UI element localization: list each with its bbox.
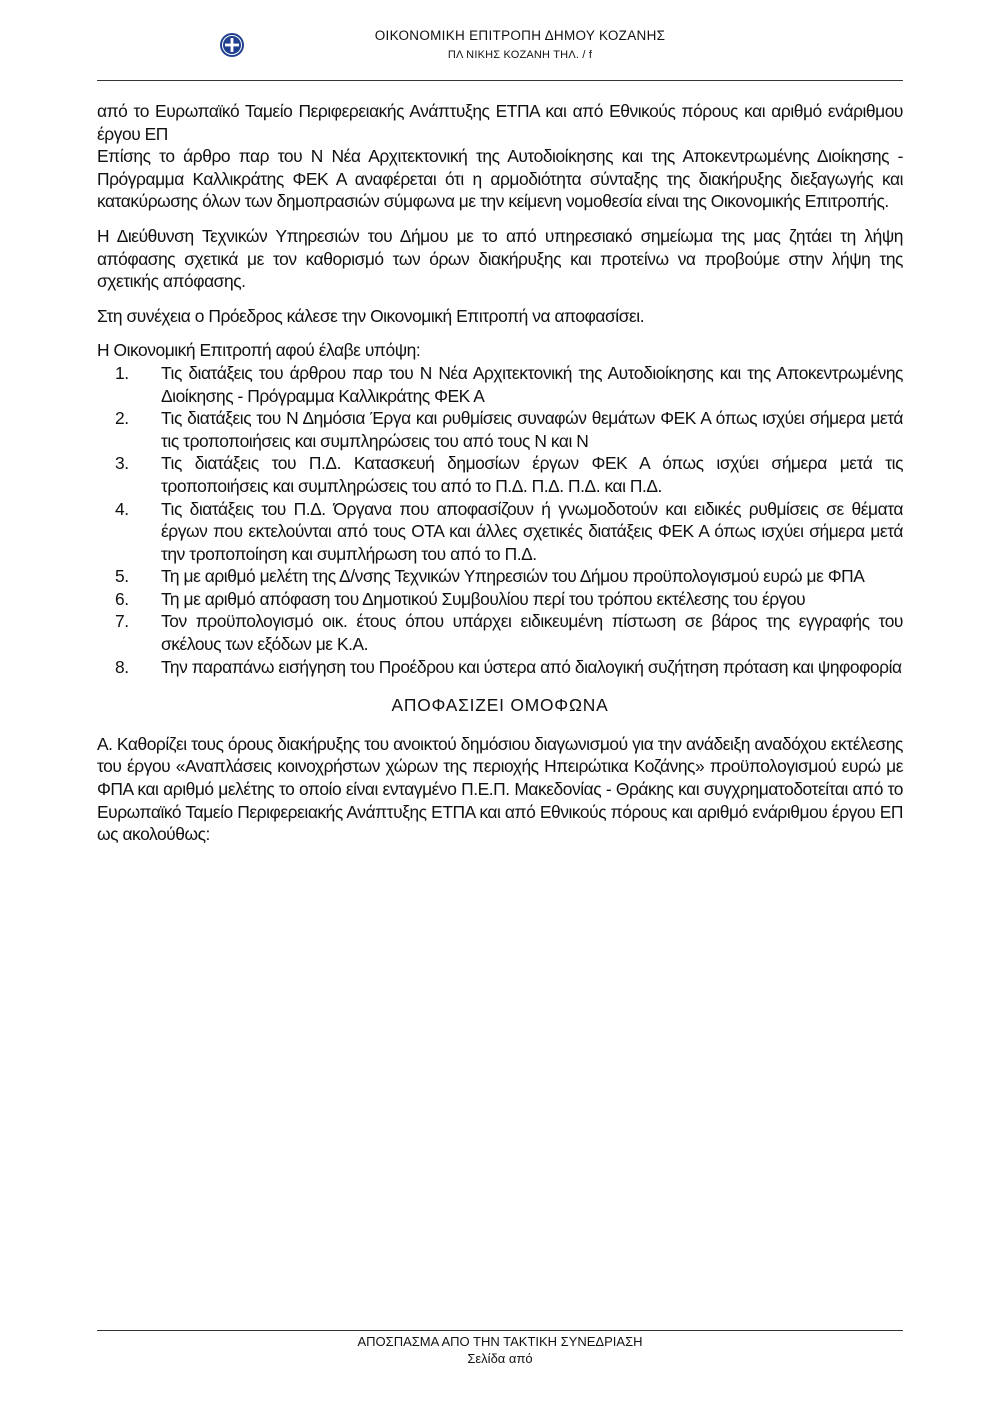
list-item [97, 362, 903, 407]
list-item-number: 1. [115, 362, 129, 383]
list-item-text: Τη με αριθμό απόφαση του Δημοτικού Συμβουλίου περί του τρόπου εκτέλεσης του έργου [161, 588, 806, 609]
list-item [97, 498, 903, 566]
paragraph-technical-services: Η Διεύθυνση Τεχνικών Υπηρεσιών του Δήμου με το από υπηρεσιακό σημείωμα της μας ζητάει τη λήψη απόφασης σχετικά με τον καθορισμό των όρων διακήρυξης και προτείνω να προβούμε στην λήψη της σχετικής απόφασης. [97, 225, 903, 292]
organization-address: ΠΛ ΝΙΚΗΣ ΚΟΖΑΝΗ ΤΗΛ. / f [447, 49, 593, 61]
list-item-number: 2. [115, 408, 129, 429]
list-item [97, 565, 903, 588]
list-item-text: Την παραπάνω εισήγηση του Προέδρου και ύστερα από διαλογική συζήτηση πρόταση και ψηφοφορία [161, 656, 902, 677]
footer-title: ΑΠΟΣΠΑΣΜΑ ΑΠΟ ΤΗΝ ΤΑΚΤΙΚΗ ΣΥΝΕΔΡΙΑΣΗ [357, 1334, 643, 1349]
list-item-text: Τις διατάξεις του άρθρου παρ του Ν Νέα Αρχιτεκτονική της Αυτοδιοίκησης και της Αποκεντρωμένης Διοίκησης - Πρόγραμμα Καλλικράτης ΦΕΚ Α [161, 362, 903, 406]
paragraph-funding: από το Ευρωπαϊκό Ταμείο Περιφερειακής Ανάπτυξης ΕΤΠΑ και από Εθνικούς πόρους και αριθμό ενάριθμου έργου ΕΠ [97, 101, 903, 144]
list-item-text: Τις διατάξεις του Π.Δ. Κατασκευή δημοσίων έργων ΦΕΚ Α όπως ισχύει σήμερα μετά τις τροποποιήσεις και συμπληρώσεις του από το Π.Δ. Π.Δ. Π.Δ. και Π.Δ. [161, 453, 903, 496]
list-item-number: 8. [115, 656, 129, 677]
footer-divider [97, 1330, 903, 1331]
list-item-text: Τον προϋπολογισμό οικ. έτους όπου υπάρχει ειδικευμένη πίστωση σε βάρος της εγγραφής του σκέλους των εξόδων με Κ.Α. [161, 611, 903, 655]
paragraph-president-call: Στη συνέχεια ο Πρόεδρος κάλεσε την Οικονομική Επιτροπή να αποφασίσει. [97, 305, 645, 326]
list-item-number: 5. [115, 566, 129, 587]
list-item [97, 588, 903, 611]
list-item [97, 407, 903, 452]
page-number: Σελίδα από [467, 1351, 533, 1366]
list-item-text: Τη με αριθμό μελέτη της Δ/νσης Τεχνικών Υπηρεσιών του Δήμου προϋπολογισμού ευρώ με ΦΠΑ [161, 566, 865, 587]
list-item [97, 610, 903, 655]
list-item [97, 656, 903, 679]
considerations-list [97, 362, 903, 678]
header-divider [97, 80, 903, 81]
paragraph-legal-basis: Επίσης το άρθρο παρ του Ν Νέα Αρχιτεκτονική της Αυτοδιοίκησης και της Αποκεντρωμένης Διοίκησης - Πρόγραμμα Καλλικράτης ΦΕΚ Α αναφέρεται ότι η αρμοδιότητα σύνταξης της διακήρυξης διεξαγωγής και κατακύρωσης όλων των δημοπρασιών σύμφωνα με την κείμενη νομοθεσία είναι της Οικονομικής Επιτροπής. [97, 146, 903, 212]
list-item [97, 452, 903, 497]
list-item-number: 4. [115, 498, 129, 519]
page-footer [0, 1333, 1000, 1367]
list-item-number: 3. [115, 453, 129, 474]
document-body [97, 100, 903, 846]
list-item-text: Τις διατάξεις του Ν Δημόσια Έργα και ρυθμίσεις συναφών θεμάτων ΦΕΚ Α όπως ισχύει σήμερα μετά τις τροποποιήσεις και συμπληρώσεις του από τους Ν και Ν [161, 408, 903, 451]
decision-heading: ΑΠΟΦΑΣΙΖΕΙ ΟΜΟΦΩΝΑ [391, 695, 609, 716]
list-item-number: 7. [115, 611, 129, 632]
list-item-text: Τις διατάξεις του Π.Δ. Όργανα που αποφασίζουν ή γνωμοδοτούν και ειδικές ρυθμίσεις σε θέματα έργων που εκτελούνται από τους ΟΤΑ και άλλες σχετικές διατάξεις ΦΕΚ Α όπως ισχύει σήμερα μετά την τροποποίηση και συμπλήρωση του από το Π.Δ. [161, 498, 903, 564]
paragraph-considerations-intro: Η Οικονομική Επιτροπή αφού έλαβε υπόψη: [97, 340, 421, 361]
organization-name: ΟΙΚΟΝΟΜΙΚΗ ΕΠΙΤΡΟΠΗ ΔΗΜΟΥ ΚΟΖΑΝΗΣ [374, 28, 666, 43]
decision-text: Α. Καθορίζει τους όρους διακήρυξης του ανοικτού δημόσιου διαγωνισμού για την ανάδειξη αναδόχου εκτέλεσης του έργου «Αναπλάσεις κοινοχρήστων χώρων της περιοχής Ηπειρώτικα Κοζάνης» προϋπολογισμού ευρώ με ΦΠΑ και αριθμό μελέτης το οποίο είναι ενταγμένο Π.Ε.Π. Μακεδονίας - Θράκης και συγχρηματοδοτείται από το Ευρωπαϊκό Ταμείο Περιφερειακής Ανάπτυξης ΕΤΠΑ και από Εθνικούς πόρους και αριθμό ενάριθμου έργου ΕΠ ως ακολούθως: [97, 733, 903, 845]
list-item-number: 6. [115, 588, 129, 609]
letterhead [0, 28, 1000, 61]
